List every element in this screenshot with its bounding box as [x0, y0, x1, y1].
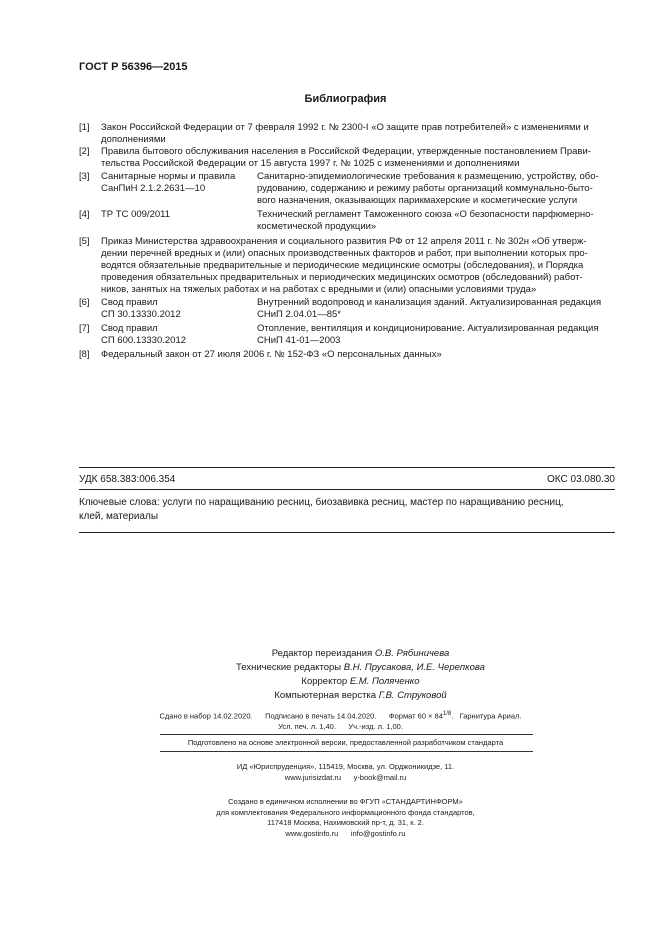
bib-num: [6]: [79, 297, 90, 308]
bib-num: [3]: [79, 171, 90, 182]
producer-line: для комплектования Федерального информационного фонда стандартов,: [216, 807, 475, 817]
credit-corrector: Корректор Е.М. Поляченко: [301, 676, 420, 687]
credits-block: [0, 647, 661, 703]
producer-web: www.gostinfo.ru info@gostinfo.ru: [285, 828, 406, 838]
bib-num: [8]: [79, 349, 90, 360]
bib-doc-code: ТР ТС 009/2011: [101, 209, 171, 220]
print-separator: [160, 734, 533, 735]
bib-doc-type: Свод правил: [101, 297, 158, 308]
print-info: [0, 709, 661, 733]
bib-num: [2]: [79, 146, 90, 157]
bib-text: рудованию, содержанию и режиму работы организаций коммунально-быто-: [257, 183, 593, 194]
bib-text: Закон Российской Федерации от 7 февраля 1992 г. № 2300-I «О защите прав потребителей» с изменениями и: [101, 122, 589, 133]
producer-info: [0, 797, 661, 839]
bib-text: СНиП 2.04.01—85*: [257, 309, 341, 320]
bib-doc-type: Санитарные нормы и правила: [101, 171, 236, 182]
bottom-rule: [79, 532, 615, 533]
udk-code: УДК 658.383:006.354: [79, 474, 176, 485]
document-header: ГОСТ Р 56396—2015: [79, 61, 188, 73]
bib-text: СНиП 41-01—2003: [257, 335, 341, 346]
credit-layout: Компьютерная верстка Г.В. Струковой: [274, 690, 447, 701]
bib-doc-code: СП 600.13330.2012: [101, 335, 187, 346]
keywords-line: Ключевые слова: услуги по наращиванию ресниц, биозавивка ресниц, мастер по наращиванию ресниц,: [79, 497, 564, 508]
credit-editor: Редактор переиздания О.В. Рябиничева: [271, 648, 450, 659]
bib-text: Приказ Министерства здравоохранения и социального развития РФ от 12 апреля 2011 г. № 302н «Об утверж-: [101, 236, 587, 247]
bib-text: Технический регламент Таможенного союза «О безопасности парфюмерно-: [257, 209, 594, 220]
print-separator-2: [160, 751, 533, 752]
bib-text: дении перечней вредных и (или) опасных производственных факторов и работ, при выполнении которых про-: [101, 248, 588, 259]
publisher-info: [0, 762, 661, 783]
bib-text: ников, занятых на тяжелых работах и на работах с вредными и (или) опасными условиями труда»: [101, 284, 537, 295]
print-line-2: Усл. печ. л. 1,40. Уч.-изд. л. 1,00.: [278, 722, 403, 731]
bib-text: косметической продукции»: [257, 221, 377, 232]
keywords: [79, 496, 615, 524]
bib-text: Санитарно-эпидемиологические требования к размещению, устройству, обо-: [257, 171, 599, 182]
bib-text: тельства Российской Федерации от 15 августа 1997 г. № 1025 с изменениями и дополнениями: [101, 158, 520, 169]
bib-doc-code: СП 30.13330.2012: [101, 309, 181, 320]
publisher-web: www.jurisizdat.ru y-book@mail.ru: [284, 772, 407, 782]
print-line-1: Сдано в набор 14.02.2020. Подписано в печать 14.04.2020. Формат $60 \times 84^{1/8}$. Гарнитура Ариал.: [159, 711, 522, 721]
bib-num: [4]: [79, 209, 90, 220]
publisher-line: ИД «Юриспруденция», 115419, Москва, ул. Орджоникидзе, 11.: [236, 762, 455, 771]
bib-text: вого назначения, оказывающих парикмахерские и косметические услуги: [257, 195, 578, 206]
bib-num: [7]: [79, 323, 90, 334]
bib-text: Внутренний водопровод и канализация зданий. Актуализированная редакция: [257, 297, 602, 308]
producer-line: 117418 Москва, Нахимовский пр-т, д. 31, к. 2.: [267, 818, 424, 827]
producer-line: Создано в единичном исполнении во ФГУП «СТАНДАРТИНФОРМ»: [228, 797, 463, 806]
bibliography-title: Библиография: [304, 93, 387, 105]
credit-tech-editors: Технические редакторы В.Н. Прусакова, И.Е. Черепкова: [236, 662, 485, 673]
bib-num: [1]: [79, 122, 90, 133]
bib-text: дополнениями: [101, 134, 166, 145]
bib-doc-code: СанПиН 2.1.2.2631—10: [101, 183, 206, 194]
bib-text: Отопление, вентиляция и кондиционирование. Актуализированная редакция: [257, 323, 599, 334]
bib-doc-type: Свод правил: [101, 323, 158, 334]
bib-text: Федеральный закон от 27 июля 2006 г. № 152-ФЗ «О персональных данных»: [101, 349, 442, 360]
oks-code: ОКС 03.080.30: [547, 474, 615, 485]
bib-text: водятся обязательные предварительные и периодические медицинские осмотры (обследования), и Порядка: [101, 260, 584, 271]
bib-text: проведения обязательных предварительных и периодических медицинских осмотров (обследований) работ-: [101, 272, 583, 283]
print-note: Подготовлено на основе электронной версии, предоставленной разработчиком стандарта: [187, 738, 504, 747]
middle-rule: [79, 489, 615, 490]
bib-text: Правила бытового обслуживания населения в Российской Федерации, утвержденные постановлением Прави-: [101, 146, 591, 157]
top-rule: [79, 467, 615, 468]
keywords-line: клей, материалы: [79, 511, 159, 522]
bib-num: [5]: [79, 236, 90, 247]
